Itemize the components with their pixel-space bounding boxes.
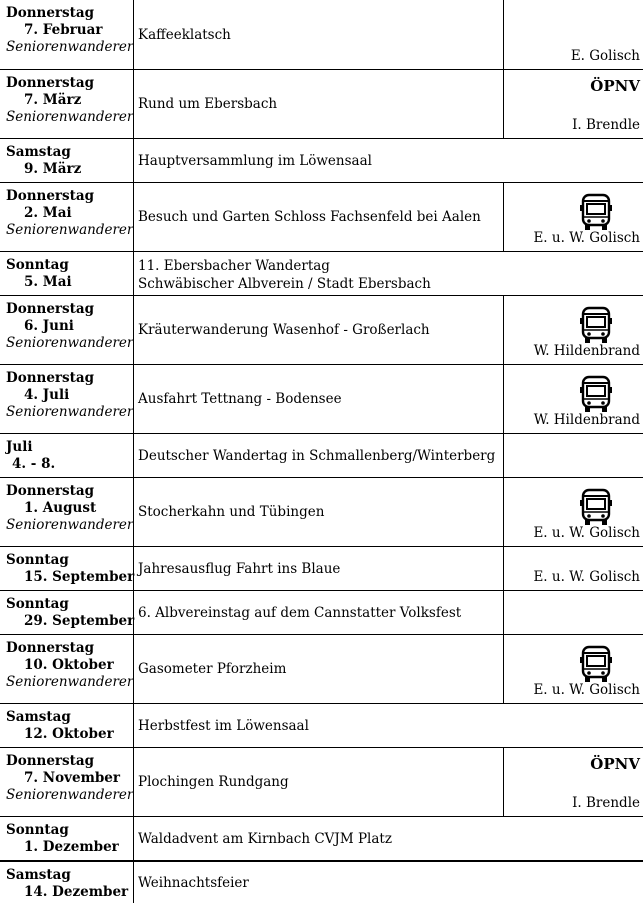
- leader-cell: [503, 70, 643, 138]
- event-date: 29. September: [24, 613, 135, 629]
- event-group: Seniorenwanderer: [6, 39, 134, 55]
- event-day: Samstag: [6, 144, 71, 160]
- leader-cell: [503, 748, 643, 816]
- event-date: 4. Juli: [24, 387, 70, 403]
- event-group: Seniorenwanderer: [6, 109, 134, 125]
- event-date: 6. Juni: [24, 318, 74, 334]
- event-row: [0, 295, 643, 364]
- leader-cell: [503, 434, 643, 477]
- event-row: [0, 634, 643, 703]
- event-date: 7. November: [24, 770, 120, 786]
- event-row: [0, 816, 643, 860]
- date-cell: [0, 365, 134, 433]
- event-date: 4. - 8.: [12, 456, 56, 472]
- event-date: 5. Mai: [24, 274, 72, 290]
- date-cell: [0, 0, 134, 69]
- title-cell: [134, 817, 643, 860]
- event-date: 7. Februar: [24, 22, 103, 38]
- date-cell: [0, 748, 134, 816]
- event-title: Waldadvent am Kirnbach CVJM Platz: [138, 830, 392, 847]
- title-cell: [134, 478, 503, 546]
- event-date: 2. Mai: [24, 205, 72, 221]
- date-cell: [0, 434, 134, 477]
- event-title: Gasometer Pforzheim: [138, 661, 287, 677]
- date-cell: [0, 635, 134, 703]
- date-cell: [0, 139, 134, 182]
- event-day: Sonntag: [6, 552, 69, 568]
- event-row: [0, 747, 643, 816]
- event-row: [0, 860, 643, 903]
- event-day: Donnerstag: [6, 5, 95, 21]
- bus-icon: [580, 375, 612, 413]
- event-row: [0, 703, 643, 747]
- event-title: Hauptversammlung im Löwensaal: [138, 152, 372, 169]
- date-cell: [0, 704, 134, 747]
- title-cell: [134, 434, 503, 477]
- title-cell: [134, 365, 503, 433]
- bus-icon: [580, 306, 612, 344]
- date-cell: [0, 70, 134, 138]
- title-cell: [134, 591, 503, 634]
- date-cell: [0, 183, 134, 251]
- bus-icon: [580, 488, 612, 526]
- title-cell: [134, 635, 503, 703]
- event-title: 6. Albvereinstag auf dem Cannstatter Volksfest: [138, 604, 462, 621]
- event-date: 15. September: [24, 569, 135, 585]
- title-cell: [134, 252, 643, 295]
- event-date: 1. August: [24, 500, 97, 516]
- event-group: Seniorenwanderer: [6, 787, 134, 803]
- event-row: [0, 477, 643, 546]
- leader-cell: [503, 635, 643, 703]
- event-leader: E. u. W. Golisch: [533, 525, 640, 541]
- title-cell: [134, 748, 503, 816]
- event-row: [0, 0, 643, 69]
- event-title: Jahresausflug Fahrt ins Blaue: [138, 560, 341, 577]
- title-cell: [134, 296, 503, 364]
- leader-cell: [503, 365, 643, 433]
- event-title: Ausfahrt Tettnang - Bodensee: [138, 391, 342, 407]
- title-cell: [134, 70, 503, 138]
- event-day: Donnerstag: [6, 640, 95, 656]
- event-day: Sonntag: [6, 822, 69, 838]
- date-cell: [0, 478, 134, 546]
- event-title: Stocherkahn und Tübingen: [138, 504, 325, 520]
- bus-icon: [580, 193, 612, 231]
- event-group: Seniorenwanderer: [6, 674, 134, 690]
- event-row: [0, 546, 643, 590]
- event-row: [0, 364, 643, 433]
- event-row: [0, 433, 643, 477]
- leader-cell: [503, 591, 643, 634]
- event-date: 10. Oktober: [24, 657, 114, 673]
- event-date: 12. Oktober: [24, 726, 114, 742]
- event-day: Sonntag: [6, 596, 69, 612]
- event-title: Plochingen Rundgang: [138, 774, 289, 790]
- date-cell: [0, 252, 134, 295]
- event-day: Donnerstag: [6, 188, 95, 204]
- event-row: [0, 251, 643, 295]
- event-day: Samstag: [6, 867, 71, 883]
- title-cell: [134, 0, 503, 69]
- date-cell: [0, 817, 134, 860]
- event-group: Seniorenwanderer: [6, 404, 134, 420]
- event-leader: E. u. W. Golisch: [533, 682, 640, 698]
- event-date: 1. Dezember: [24, 839, 119, 855]
- title-cell: [134, 862, 643, 903]
- date-cell: [0, 591, 134, 634]
- leader-cell: [503, 478, 643, 546]
- leader-cell: [503, 547, 643, 590]
- event-day: Donnerstag: [6, 483, 95, 499]
- date-cell: [0, 862, 134, 903]
- event-leader: E. u. W. Golisch: [533, 230, 640, 246]
- event-day: Donnerstag: [6, 753, 95, 769]
- event-group: Seniorenwanderer: [6, 335, 134, 351]
- event-day: Juli: [6, 439, 33, 455]
- event-title: Schwäbischer Albverein / Stadt Ebersbach: [138, 276, 431, 292]
- date-cell: [0, 296, 134, 364]
- event-date: 9. März: [24, 161, 82, 177]
- title-cell: [134, 183, 503, 251]
- event-leader: E. Golisch: [570, 48, 640, 64]
- event-day: Donnerstag: [6, 370, 95, 386]
- event-day: Sonntag: [6, 257, 69, 273]
- event-title: Rund um Ebersbach: [138, 96, 278, 112]
- event-row: [0, 138, 643, 182]
- title-cell: [134, 704, 643, 747]
- event-date: 14. Dezember: [24, 884, 129, 900]
- event-title: Deutscher Wandertag in Schmallenberg/Winterberg: [138, 447, 496, 464]
- event-leader: I. Brendle: [572, 117, 640, 133]
- bus-icon: [580, 645, 612, 683]
- event-row: [0, 69, 643, 138]
- event-day: Donnerstag: [6, 301, 95, 317]
- transport-label: ÖPNV: [590, 77, 640, 95]
- title-cell: [134, 139, 643, 182]
- title-cell: [134, 547, 503, 590]
- event-title: Herbstfest im Löwensaal: [138, 717, 309, 734]
- transport-label: ÖPNV: [590, 755, 640, 773]
- leader-cell: [503, 0, 643, 69]
- event-title: Kräuterwanderung Wasenhof - Großerlach: [138, 322, 430, 338]
- event-row: [0, 590, 643, 634]
- event-title: 11. Ebersbacher Wandertag: [138, 258, 330, 274]
- event-leader: I. Brendle: [572, 795, 640, 811]
- event-day: Donnerstag: [6, 75, 95, 91]
- date-cell: [0, 547, 134, 590]
- event-title: Besuch und Garten Schloss Fachsenfeld bei Aalen: [138, 209, 481, 225]
- event-row: [0, 182, 643, 251]
- event-date: 7. März: [24, 92, 82, 108]
- event-leader: W. Hildenbrand: [533, 412, 640, 428]
- leader-cell: [503, 296, 643, 364]
- event-title: Kaffeeklatsch: [138, 26, 231, 43]
- event-title: Weihnachtsfeier: [138, 874, 249, 891]
- leader-cell: [503, 183, 643, 251]
- event-leader: W. Hildenbrand: [533, 343, 640, 359]
- event-group: Seniorenwanderer: [6, 222, 134, 238]
- event-day: Samstag: [6, 709, 71, 725]
- event-leader: E. u. W. Golisch: [533, 569, 640, 585]
- event-group: Seniorenwanderer: [6, 517, 134, 533]
